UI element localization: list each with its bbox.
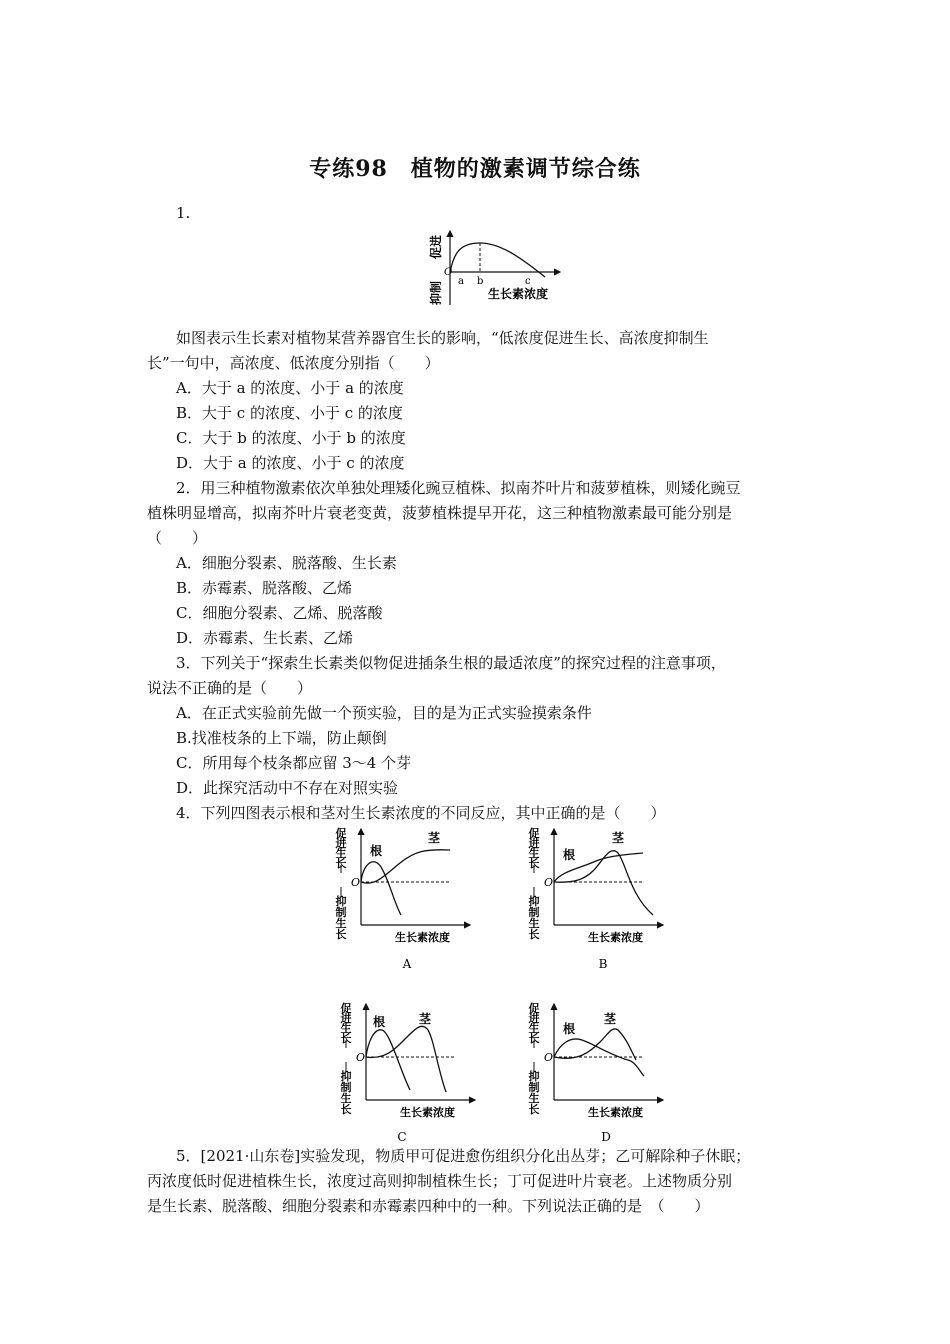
q4d-y-up-char: 进 bbox=[528, 1012, 540, 1025]
q2-option-c: C．细胞分裂素、乙烯、脱落酸 bbox=[176, 604, 383, 622]
q4d-caption: D bbox=[601, 1130, 611, 1144]
q4b-y-down-char: 制 bbox=[528, 906, 540, 919]
q1-option-c: C．大于 b 的浓度、小于 b 的浓度 bbox=[176, 429, 406, 447]
q3-stem-line1: 3．下列关于“探索生长素类似物促进插条生根的最适浓度”的探究过程的注意事项， bbox=[176, 654, 726, 672]
q4b-y-down-char: 长 bbox=[528, 928, 540, 941]
q4d-origin: O bbox=[544, 1051, 554, 1064]
q4c-y-up-char: 进 bbox=[340, 1012, 352, 1025]
q3-option-a: A．在正式实验前先做一个预实验，目的是为正式实验摸索条件 bbox=[176, 704, 592, 722]
q5-stem-line1: 5．[2021·山东卷]实验发现，物质甲可促进愈伤组织分化出丛芽；乙可解除种子休眠； bbox=[176, 1147, 751, 1165]
q2-option-b: B．赤霉素、脱落酸、乙烯 bbox=[176, 579, 353, 597]
q4d-x-label: 生长素浓度 bbox=[588, 1106, 643, 1119]
q4b-y-up-char: 生 bbox=[528, 847, 540, 860]
q4-graph-b bbox=[518, 825, 678, 975]
q4c-x-label: 生长素浓度 bbox=[400, 1106, 455, 1119]
q4b-y-down-char: 生 bbox=[528, 917, 540, 930]
q1-figure bbox=[420, 225, 570, 310]
q4a-y-down-char: 生 bbox=[335, 917, 347, 930]
q2-stem-line1: 2．用三种植物激素依次单独处理矮化豌豆植株、拟南芥叶片和菠萝植株，则矮化豌豆 bbox=[176, 479, 741, 497]
q4a-origin: O bbox=[351, 876, 361, 889]
q4b-y-up-char: 促 bbox=[528, 827, 540, 840]
q4c-y-down-char: 长 bbox=[340, 1103, 352, 1116]
q4d-y-down-char: 生 bbox=[528, 1092, 540, 1105]
q4d-y-down-char: 长 bbox=[528, 1103, 540, 1116]
q1-number: 1. bbox=[176, 204, 191, 222]
q4c-root-curve bbox=[366, 1030, 410, 1090]
q4d-y-up-char: 促 bbox=[528, 1002, 540, 1015]
page-title: 专练98 植物的激素调节综合练 bbox=[309, 156, 641, 182]
q4b-stem-label: 茎 bbox=[612, 831, 625, 845]
q4a-y-down-char: 长 bbox=[335, 928, 347, 941]
q4-graph-d bbox=[518, 1000, 678, 1150]
q2-stem-line3: （ ） bbox=[147, 529, 208, 547]
q4a-y-down-char: 制 bbox=[335, 906, 347, 919]
q3-option-d: D．此探究活动中不存在对照实验 bbox=[176, 779, 399, 797]
q4a-caption: A bbox=[402, 957, 412, 971]
q2-option-d: D．赤霉素、生长素、乙烯 bbox=[176, 629, 354, 647]
q4a-y-up-char: 生 bbox=[335, 847, 347, 860]
q3-option-c: C．所用每个枝条都应留 3～4 个芽 bbox=[176, 754, 412, 772]
q4a-y-down-char: 抑 bbox=[335, 895, 347, 908]
q1-option-d: D．大于 a 的浓度、小于 c 的浓度 bbox=[176, 454, 405, 472]
q4c-y-down-char: 制 bbox=[340, 1081, 352, 1094]
q2-option-a: A．细胞分裂素、脱落酸、生长素 bbox=[176, 554, 397, 572]
q4b-root-label: 根 bbox=[563, 848, 576, 862]
q4c-y-up-char: 生 bbox=[340, 1022, 352, 1035]
q4-graph-c bbox=[330, 1000, 490, 1150]
q5-stem-line2: 丙浓度低时促进植株生长，浓度过高则抑制植株生长；丁可促进叶片衰老。上述物质分别 bbox=[147, 1172, 733, 1190]
q1-tick-b: b bbox=[477, 276, 484, 287]
q4-graph-a bbox=[325, 825, 485, 975]
q3-option-b: B.找准枝条的上下端，防止颠倒 bbox=[176, 729, 387, 747]
q4d-root-label: 根 bbox=[563, 1022, 576, 1036]
q1-origin: O bbox=[444, 267, 453, 278]
q5-stem-line3: 是生长素、脱落酸、细胞分裂素和赤霉素四种中的一种。下列说法正确的是 （ ） bbox=[147, 1197, 710, 1215]
q4a-root-curve bbox=[361, 862, 401, 915]
q4c-caption: C bbox=[397, 1130, 407, 1144]
q4d-y-up-char: 长 bbox=[528, 1032, 540, 1045]
q1-tick-c: c bbox=[525, 276, 531, 287]
q4d-y-up-char: 生 bbox=[528, 1022, 540, 1035]
q4c-y-up-char: 促 bbox=[340, 1002, 352, 1015]
q4a-y-up-char: 进 bbox=[335, 837, 347, 850]
q1-stem-line1: 如图表示生长素对植物某营养器官生长的影响，“低浓度促进生长、高浓度抑制生 bbox=[176, 329, 709, 347]
q4a-y-up-char: 长 bbox=[335, 857, 347, 870]
q4c-root-label: 根 bbox=[373, 1015, 386, 1029]
q1-stem-line2: 长”一句中，高浓度、低浓度分别指（ ） bbox=[147, 354, 440, 372]
q4d-stem-label: 茎 bbox=[604, 1012, 617, 1026]
q1-y-down-label: 抑制 bbox=[429, 280, 443, 306]
q1-option-b: B．大于 c 的浓度、小于 c 的浓度 bbox=[176, 404, 403, 422]
q1-y-up-label: 促进 bbox=[429, 234, 443, 260]
q4b-x-label: 生长素浓度 bbox=[588, 931, 643, 944]
q1-x-label: 生长素浓度 bbox=[488, 287, 549, 301]
q4a-stem-label: 茎 bbox=[428, 831, 441, 845]
q4b-caption: B bbox=[598, 957, 608, 971]
q4b-origin: O bbox=[544, 876, 554, 889]
q4a-y-up-char: 促 bbox=[335, 827, 347, 840]
q2-stem-line2: 植株明显增高，拟南芥叶片衰老变黄，菠萝植株提早开花，这三种植物激素最可能分别是 bbox=[147, 504, 733, 522]
q4a-x-label: 生长素浓度 bbox=[395, 931, 450, 944]
q4c-y-down-char: 抑 bbox=[340, 1070, 352, 1083]
q4c-stem-label: 茎 bbox=[419, 1012, 432, 1026]
q4b-y-up-char: 长 bbox=[528, 857, 540, 870]
q1-option-a: A．大于 a 的浓度、小于 a 的浓度 bbox=[176, 379, 404, 397]
q4-stem: 4．下列四图表示根和茎对生长素浓度的不同反应，其中正确的是（ ） bbox=[176, 804, 666, 822]
q4a-root-label: 根 bbox=[370, 844, 383, 858]
q4c-y-up-char: 长 bbox=[340, 1032, 352, 1045]
q3-stem-line2: 说法不正确的是（ ） bbox=[147, 679, 313, 697]
q1-tick-a: a bbox=[458, 276, 464, 287]
q4d-y-down-char: 抑 bbox=[528, 1070, 540, 1083]
q4c-origin: O bbox=[356, 1051, 366, 1064]
q4b-y-down-char: 抑 bbox=[528, 895, 540, 908]
q4b-y-up-char: 进 bbox=[528, 837, 540, 850]
q4c-y-down-char: 生 bbox=[340, 1092, 352, 1105]
q4d-y-down-char: 制 bbox=[528, 1081, 540, 1094]
